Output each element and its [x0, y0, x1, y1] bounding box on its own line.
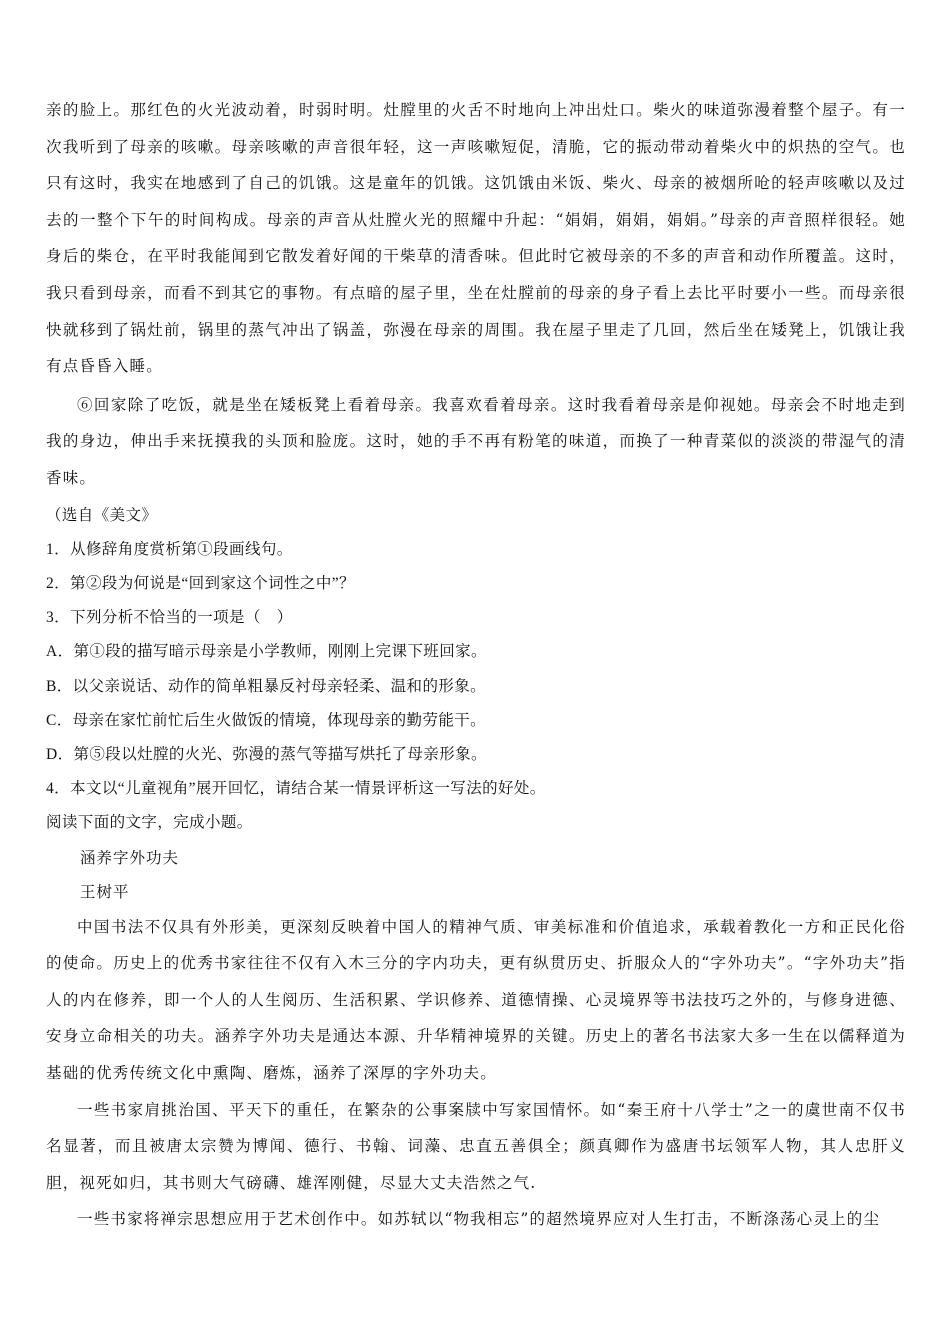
question-list	[46, 533, 906, 841]
essay-paragraph-1: 中国书法不仅具有外形美，更深刻反映着中国人的精神气质、审美标准和价值追求，承载着教化一方和正民化俗的使命。历史上的优秀书家往往不仅有入木三分的字内功夫，更有纵贯历史、折服众人的“字外功夫”。“字外功夫”指人的内在修养，即一个人的人生阅历、生活积累、学识修养、道德情操、心灵境界等书法技巧之外的，与修身进德、安身立命相关的功夫。涵养字外功夫是通达本源、升华精神境界的关键。历史上的著名书法家大多一生在以儒释道为基础的优秀传统文化中熏陶、磨炼，涵养了深厚的字外功夫。	[46, 917, 906, 1082]
option-b: B．以父亲说话、动作的简单粗暴反衬母亲轻柔、温和的形象。	[46, 677, 487, 695]
option-a: A．第①段的描写暗示母亲是小学教师，刚刚上完课下班回家。	[46, 643, 487, 661]
reading-instruction: 阅读下面的文字，完成小题。	[46, 814, 253, 832]
question-2: 2．第②段为何说是“回到家这个词性之中”？	[46, 574, 355, 592]
document-page	[46, 92, 906, 1238]
question-3: 3．下列分析不恰当的一项是（ ）	[46, 609, 293, 627]
source-note: （选自《美文》	[46, 506, 158, 524]
essay-paragraph-2: 一些书家肩挑治国、平天下的重任，在繁杂的公事案牍中写家国情怀。如“秦王府十八学士”之一的虞世南不仅书名显著，而且被唐太宗赞为博闻、德行、书翰、词藻、忠直五善俱全；颜真卿作为盛唐书坛领军人物，其人忠肝义胆，视死如归，其书则大气磅礴、雄浑刚健，尽显大丈夫浩然之气.	[46, 1100, 906, 1192]
essay-author: 王树平	[80, 882, 130, 901]
story-paragraph-6: ⑥回家除了吃饭，就是坐在矮板凳上看着母亲。我喜欢看着母亲。这时我看着母亲是仰视她。母亲会不时地走到我的身边，伸出手来抚摸我的头顶和脸庞。这时，她的手不再有粉笔的味道，而换了一种青菜似的淡淡的带湿气的清香味。	[46, 395, 906, 487]
question-4: 4．本文以“儿童视角”展开回忆，请结合某一情景评析这一写法的好处。	[46, 780, 546, 798]
option-c: C．母亲在家忙前忙后生火做饭的情境，体现母亲的勤劳能干。	[46, 711, 487, 729]
story-paragraph-5-continued: 亲的脸上。那红色的火光波动着，时弱时明。灶膛里的火舌不时地向上冲出灶口。柴火的味道弥漫着整个屋子。有一次我听到了母亲的咳嗽。母亲咳嗽的声音很年轻，这一声咳嗽短促，清脆，它的振动带动着柴火中的炽热的空气。也只有这时，我实在地感到了自己的饥饿。这是童年的饥饿。这饥饿由米饭、柴火、母亲的被烟所呛的轻声咳嗽以及过去的一整个下午的时间构成。母亲的声音从灶膛火光的照耀中升起：“娟娟，娟娟，娟娟。”母亲的声音照样很轻。她身后的柴仓，在平时我能闻到它散发着好闻的干柴草的清香味。但此时它被母亲的不多的声音和动作所覆盖。这时，我只看到母亲，而看不到其它的事物。有点暗的屋子里，坐在灶膛前的母亲的身子看上去比平时要小一些。而母亲很快就移到了锅灶前，锅里的蒸气冲出了锅盖，弥漫在母亲的周围。我在屋子里走了几回，然后坐在矮凳上，饥饿让我有点昏昏入睡。	[46, 101, 906, 376]
essay-title: 涵养字外功夫	[80, 848, 180, 867]
essay-paragraph-3: 一些书家将禅宗思想应用于艺术创作中。如苏轼以“物我相忘”的超然境界应对人生打击，不断涤荡心灵上的尘	[77, 1210, 881, 1229]
option-d: D．第⑤段以灶膛的火光、弥漫的蒸气等描写烘托了母亲形象。	[46, 745, 487, 763]
question-1: 1．从修辞角度赏析第①段画线句。	[46, 540, 293, 558]
